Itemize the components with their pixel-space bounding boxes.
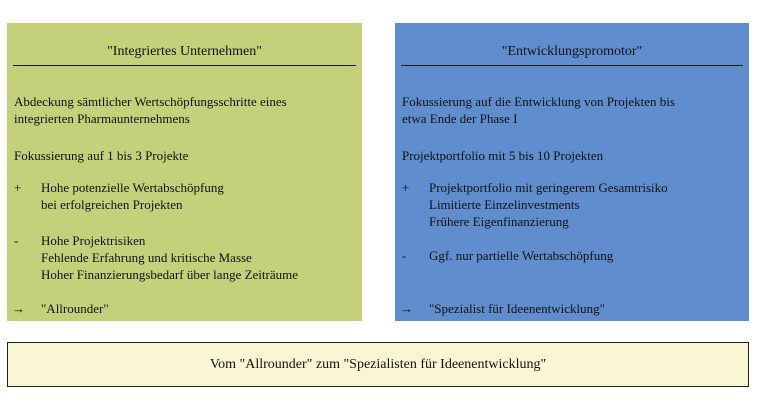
advantage-item: Frühere Eigenfinanzierung	[429, 214, 569, 229]
scope-line: etwa Ende der Phase I	[402, 111, 518, 126]
panel-title: "Entwicklungspromotor"	[501, 44, 643, 59]
minus-marker: -	[402, 248, 407, 263]
disadvantage-item: Hohe Projektrisiken	[41, 233, 146, 248]
focus-line: Fokussierung auf 1 bis 3 Projekte	[14, 148, 189, 163]
disadvantage-item: Ggf. nur partielle Wertabschöpfung	[429, 248, 614, 263]
summary-box	[7, 342, 749, 387]
minus-marker: -	[14, 233, 19, 248]
plus-marker: +	[402, 180, 410, 195]
development-promoter-panel	[395, 23, 749, 321]
scope-line: integrierten Pharmaunternehmens	[14, 111, 190, 126]
conclusion	[429, 300, 743, 317]
conclusion-label: "Spezialist für Ideenentwicklung"	[429, 301, 605, 316]
conclusion	[41, 300, 356, 317]
scope-description	[402, 93, 743, 127]
advantage-item: Projektportfolio mit geringerem Gesamtrisiko	[429, 180, 668, 195]
advantage-item: bei erfolgreichen Projekten	[41, 197, 183, 212]
integrated-company-panel	[7, 23, 362, 321]
conclusion-label: "Allrounder"	[41, 301, 109, 316]
advantages-list	[41, 179, 356, 213]
disadvantage-item: Hoher Finanzierungsbedarf über lange Zeiträume	[41, 267, 299, 282]
plus-marker: +	[14, 180, 22, 195]
summary-text: Vom "Allrounder" zum "Spezialisten für Ideenentwicklung"	[209, 357, 547, 372]
panel-title: "Integriertes Unternehmen"	[107, 44, 262, 59]
title-divider	[13, 65, 356, 66]
arrow-right-icon: →	[12, 301, 25, 316]
arrow-right-icon: →	[400, 301, 413, 316]
advantage-item: Limitierte Einzelinvestments	[429, 197, 580, 212]
title-divider	[401, 65, 743, 66]
scope-line: Abdeckung sämtlicher Wertschöpfungsschritte eines	[14, 94, 287, 109]
advantage-item: Hohe potenzielle Wertabschöpfung	[41, 180, 224, 195]
scope-line: Fokussierung auf die Entwicklung von Projekten bis	[402, 94, 675, 109]
disadvantage-item: Fehlende Erfahrung und kritische Masse	[41, 250, 252, 265]
scope-description	[14, 93, 356, 127]
disadvantages-list	[429, 247, 743, 264]
focus-line: Projektportfolio mit 5 bis 10 Projekten	[402, 148, 604, 163]
advantages-list	[429, 179, 743, 230]
disadvantages-list	[41, 232, 356, 283]
project-focus	[14, 147, 356, 164]
project-focus	[402, 147, 743, 164]
